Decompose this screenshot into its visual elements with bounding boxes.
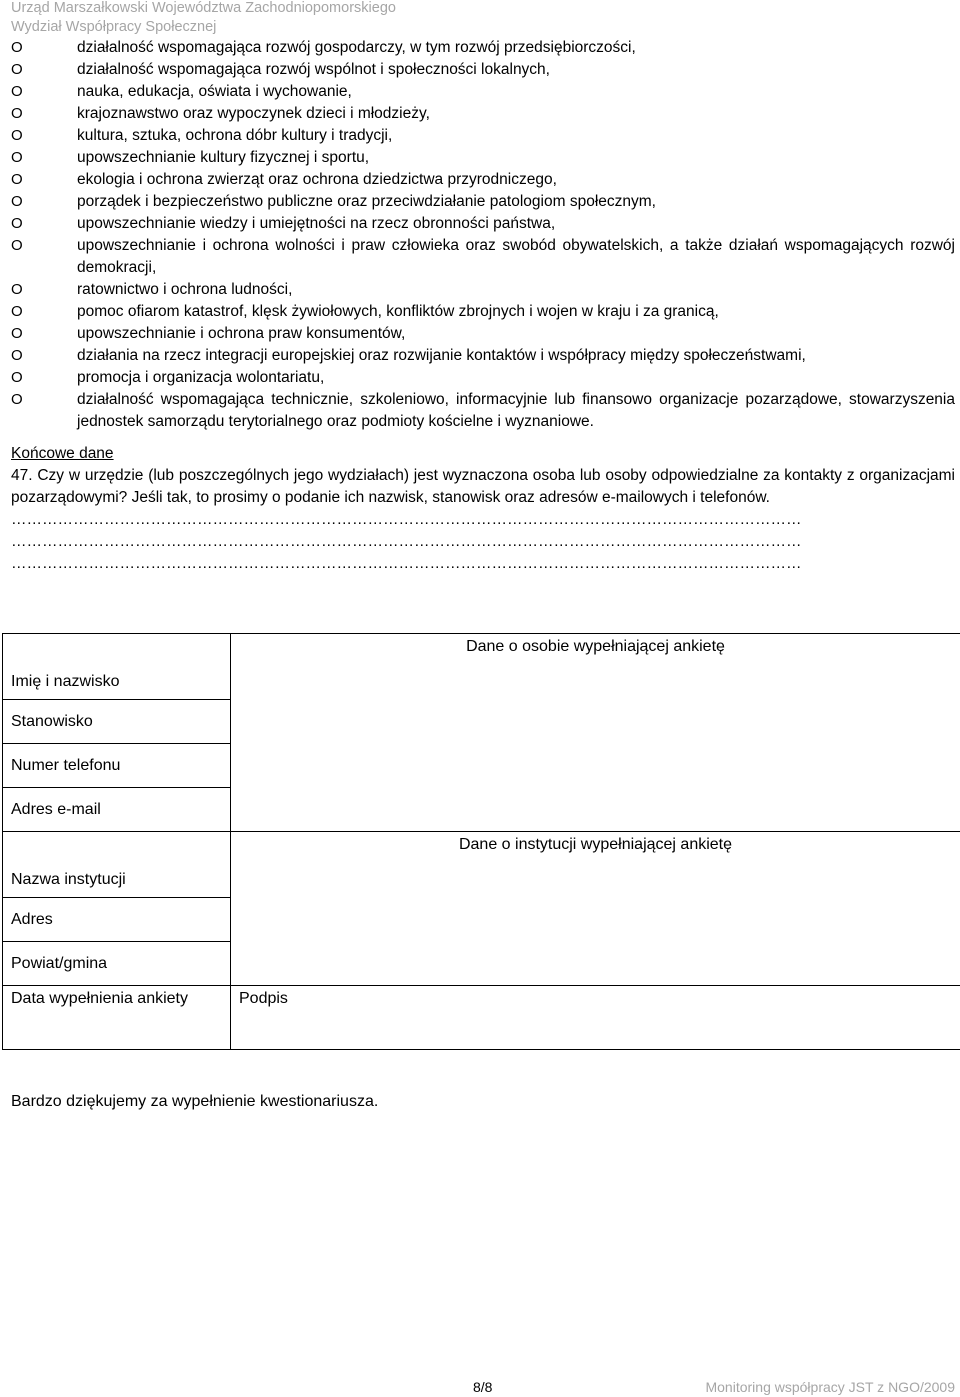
checklist-item[interactable]	[11, 37, 955, 59]
header-office: Urząd Marszałkowski Województwa Zachodniopomorskiego	[11, 0, 396, 16]
checklist-item-label: nauka, edukacja, oświata i wychowanie,	[77, 83, 352, 100]
respondent-form	[2, 633, 960, 1050]
date-label: Data wypełnienia ankiety	[3, 986, 231, 1050]
circle-checkbox-icon[interactable]: O	[11, 237, 23, 254]
signature-field[interactable]	[231, 986, 960, 1050]
checklist-item[interactable]	[11, 345, 955, 367]
name-label: Imię i nazwisko	[3, 634, 231, 700]
question-47: 47. Czy w urzędzie (lub poszczególnych jego wydziałach) jest wyznaczona osoba lub osoby odpowiedzialne za kontakty z organizacjami pozarządowymi? Jeśli tak, to prosimy o podanie ich nazwisk, stanowisk oraz adresów e-mailowych i telefonów.	[11, 467, 955, 506]
checklist-item-label: działalność wspomagająca rozwój wspólnot i społeczności lokalnych,	[77, 61, 550, 78]
circle-checkbox-icon[interactable]: O	[11, 39, 23, 56]
person-data-field[interactable]	[231, 634, 960, 832]
answer-line-1[interactable]: ………………………………………………………………………………………………………………………………………	[11, 511, 802, 528]
checklist-item-label: upowszechnianie i ochrona wolności i praw człowieka oraz swobód obywatelskich, a także działań wspomagających rozwój demokracji,	[77, 237, 955, 276]
circle-checkbox-icon[interactable]: O	[11, 193, 23, 210]
checklist-item[interactable]	[11, 367, 955, 389]
address-label: Adres	[3, 898, 231, 942]
circle-checkbox-icon[interactable]: O	[11, 105, 23, 122]
checklist-item-label: działania na rzecz integracji europejskiej oraz rozwijanie kontaktów i współpracy między społeczeństwami,	[77, 347, 806, 364]
signature-label: Podpis	[239, 990, 288, 1007]
circle-checkbox-icon[interactable]: O	[11, 347, 23, 364]
circle-checkbox-icon[interactable]: O	[11, 215, 23, 232]
circle-checkbox-icon[interactable]: O	[11, 281, 23, 298]
checklist-item[interactable]	[11, 235, 955, 279]
institution-header: Dane o instytucji wypełniającej ankietę	[458, 836, 733, 853]
person-header: Dane o osobie wypełniającej ankietę	[466, 638, 725, 655]
checklist-item[interactable]	[11, 125, 955, 147]
checklist-item[interactable]	[11, 147, 955, 169]
checklist-item-label: działalność wspomagająca technicznie, szkoleniowo, informacyjnie lub finansowo organizacje pozarządowe, stowarzyszenia jednostek samorządu terytorialnego oraz podmioty kościelne i wyznaniowe.	[77, 391, 955, 430]
checklist-item[interactable]	[11, 323, 955, 345]
email-label: Adres e-mail	[3, 788, 231, 832]
checklist-item-label: działalność wspomagająca rozwój gospodarczy, w tym rozwój przedsiębiorczości,	[77, 39, 636, 56]
institution-name-label: Nazwa instytucji	[3, 832, 231, 898]
circle-checkbox-icon[interactable]: O	[11, 149, 23, 166]
position-label: Stanowisko	[3, 700, 231, 744]
checklist-item[interactable]	[11, 301, 955, 323]
checklist-item[interactable]	[11, 169, 955, 191]
checklist-item-label: upowszechnianie wiedzy i umiejętności na rzecz obronności państwa,	[77, 215, 556, 232]
circle-checkbox-icon[interactable]: O	[11, 303, 23, 320]
checklist-item[interactable]	[11, 279, 955, 301]
footer-title: Monitoring współpracy JST z NGO/2009	[705, 1379, 955, 1395]
circle-checkbox-icon[interactable]: O	[11, 325, 23, 342]
phone-label: Numer telefonu	[3, 744, 231, 788]
circle-checkbox-icon[interactable]: O	[11, 127, 23, 144]
checklist-item[interactable]	[11, 191, 955, 213]
checklist-item[interactable]	[11, 59, 955, 81]
page-header	[11, 0, 396, 37]
checklist-item[interactable]	[11, 389, 955, 433]
checklist-item[interactable]	[11, 81, 955, 103]
answer-line-3[interactable]: ………………………………………………………………………………………………………………………………………	[11, 555, 802, 572]
checklist-item-label: upowszechnianie i ochrona praw konsumentów,	[77, 325, 406, 342]
circle-checkbox-icon[interactable]: O	[11, 369, 23, 386]
circle-checkbox-icon[interactable]: O	[11, 171, 23, 188]
checklist-item-label: upowszechnianie kultury fizycznej i sportu,	[77, 149, 370, 166]
checklist-item-label: ratownictwo i ochrona ludności,	[77, 281, 293, 298]
checklist-item-label: krajoznawstwo oraz wypoczynek dzieci i młodzieży,	[77, 105, 430, 122]
checklist-item-label: porządek i bezpieczeństwo publiczne oraz przeciwdziałanie patologiom społecznym,	[77, 193, 656, 210]
checklist-item-label: promocja i organizacja wolontariatu,	[77, 369, 325, 386]
checklist-item-label: kultura, sztuka, ochrona dóbr kultury i tradycji,	[77, 127, 393, 144]
district-label: Powiat/gmina	[3, 942, 231, 986]
checklist-item[interactable]	[11, 103, 955, 125]
page-number: 8/8	[473, 1379, 493, 1395]
activity-checklist	[11, 37, 955, 433]
circle-checkbox-icon[interactable]: O	[11, 61, 23, 78]
checklist-item-label: ekologia i ochrona zwierząt oraz ochrona dziedzictwa przyrodniczego,	[77, 171, 557, 188]
section-title: Końcowe dane	[11, 445, 114, 462]
circle-checkbox-icon[interactable]: O	[11, 391, 23, 408]
institution-data-field[interactable]	[231, 832, 960, 986]
header-department: Wydział Współpracy Społecznej	[11, 19, 217, 35]
checklist-item-label: pomoc ofiarom katastrof, klęsk żywiołowych, konfliktów zbrojnych i wojen w kraju i za granicą,	[77, 303, 719, 320]
thank-you-note: Bardzo dziękujemy za wypełnienie kwestionariusza.	[11, 1093, 379, 1110]
answer-line-2[interactable]: ………………………………………………………………………………………………………………………………………	[11, 533, 802, 550]
final-section	[11, 443, 955, 575]
checklist-item[interactable]	[11, 213, 955, 235]
circle-checkbox-icon[interactable]: O	[11, 83, 23, 100]
